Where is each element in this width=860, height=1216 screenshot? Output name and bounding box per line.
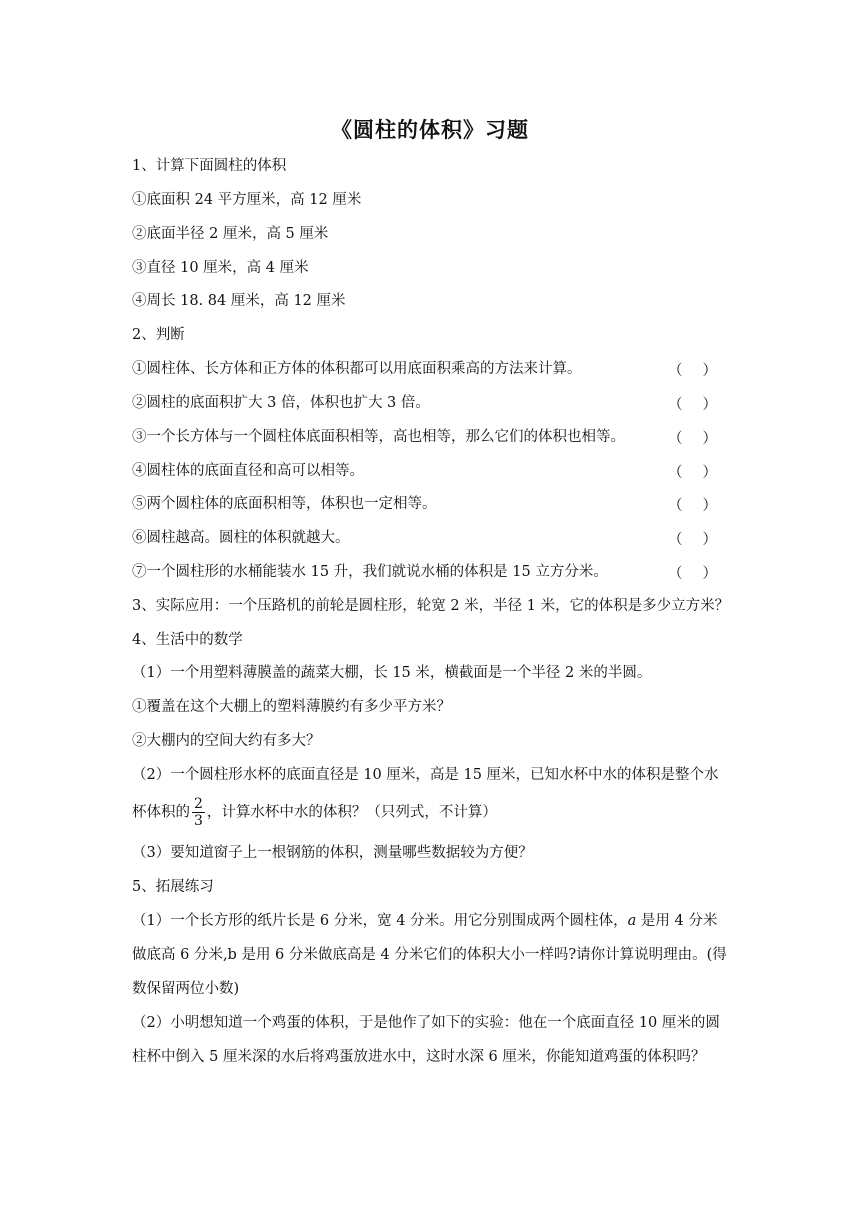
q5-part1-line1 bbox=[132, 911, 717, 931]
q1-heading: 1、计算下面圆柱的体积 bbox=[132, 158, 287, 174]
q3-text: 3、实际应用：一个压路机的前轮是圆柱形，轮宽 2 米，半径 1 米，它的体积是多少立方米？ bbox=[132, 598, 730, 614]
q5-part1-line2: 做底高 6 分米,b 是用 6 分米做底高是 4 分米它们的体积大小一样吗?请你计算说明理由。(得 bbox=[132, 947, 727, 963]
q4-part3: （3）要知道窗子上一根钢筋的体积，测量哪些数据较为方便？ bbox=[132, 845, 533, 861]
judge-item: ⑤两个圆柱体的底面积相等，体积也一定相等。 bbox=[132, 496, 437, 512]
variable-a: a bbox=[627, 913, 637, 929]
answer-blank[interactable]: （ ） bbox=[668, 397, 717, 413]
q4-part2-line2 bbox=[132, 796, 497, 829]
q2-heading: 2、判断 bbox=[132, 327, 185, 343]
answer-blank[interactable]: （ ） bbox=[668, 498, 717, 514]
q1-item: ④周长 18. 84 厘米，高 12 厘米 bbox=[132, 293, 346, 309]
q4-part1-b: ②大棚内的空间大约有多大？ bbox=[132, 733, 321, 749]
q4-part2-line1: （2）一个圆柱形水杯的底面直径是 10 厘米，高是 15 厘米，已知水杯中水的体积是整个水 bbox=[132, 767, 719, 783]
q4-part2-text-after: ，计算水杯中水的体积？（只列式，不计算） bbox=[206, 804, 497, 821]
q4-part1-a: ①覆盖在这个大棚上的塑料薄膜约有多少平方米？ bbox=[132, 699, 451, 715]
answer-blank[interactable]: （ ） bbox=[668, 532, 717, 548]
judge-item: ④圆柱体的底面直径和高可以相等。 bbox=[132, 463, 364, 479]
fraction-denominator: 3 bbox=[194, 813, 203, 829]
answer-blank[interactable]: （ ） bbox=[668, 566, 717, 582]
q5-part1-text-after: 是用 4 分米 bbox=[636, 913, 718, 929]
q4-part1: （1）一个用塑料薄膜盖的蔬菜大棚，长 15 米，横截面是一个半径 2 米的半圆。 bbox=[132, 665, 652, 681]
q5-heading: 5、拓展练习 bbox=[132, 879, 214, 895]
q1-item: ③直径 10 厘米，高 4 厘米 bbox=[132, 260, 309, 276]
q5-part2-line1: （2）小明想知道一个鸡蛋的体积，于是他作了如下的实验：他在一个底面直径 10 厘米的圆 bbox=[132, 1015, 720, 1031]
q5-part1-line3: 数保留两位小数) bbox=[132, 981, 240, 997]
q4-heading: 4、生活中的数学 bbox=[132, 632, 243, 648]
judge-item: ⑥圆柱越高。圆柱的体积就越大。 bbox=[132, 530, 350, 546]
fraction-numerator: 2 bbox=[194, 796, 203, 812]
q5-part1-text-before: （1）一个长方形的纸片长是 6 分米，宽 4 分米。用它分别围成两个圆柱体， bbox=[132, 913, 628, 929]
judge-item: ⑦一个圆柱形的水桶能装水 15 升，我们就说水桶的体积是 15 立方分米。 bbox=[132, 564, 608, 580]
document-title: 《圆柱的体积》习题 bbox=[331, 118, 529, 142]
judge-item: ①圆柱体、长方体和正方体的体积都可以用底面积乘高的方法来计算。 bbox=[132, 361, 582, 377]
judge-item: ③一个长方体与一个圆柱体底面积相等，高也相等，那么它们的体积也相等。 bbox=[132, 429, 625, 445]
q5-part2-line2: 柱杯中倒入 5 厘米深的水后将鸡蛋放进水中，这时水深 6 厘米，你能知道鸡蛋的体积吗？ bbox=[132, 1049, 706, 1065]
q4-part2-text-before: 杯体积的 bbox=[132, 804, 190, 821]
answer-blank[interactable]: （ ） bbox=[668, 363, 717, 379]
q1-item: ①底面积 24 平方厘米，高 12 厘米 bbox=[132, 192, 362, 208]
answer-blank[interactable]: （ ） bbox=[668, 431, 717, 447]
q1-item: ②底面半径 2 厘米，高 5 厘米 bbox=[132, 226, 329, 242]
fraction bbox=[192, 796, 205, 829]
judge-item: ②圆柱的底面积扩大 3 倍，体积也扩大 3 倍。 bbox=[132, 395, 430, 411]
answer-blank[interactable]: （ ） bbox=[668, 465, 717, 481]
